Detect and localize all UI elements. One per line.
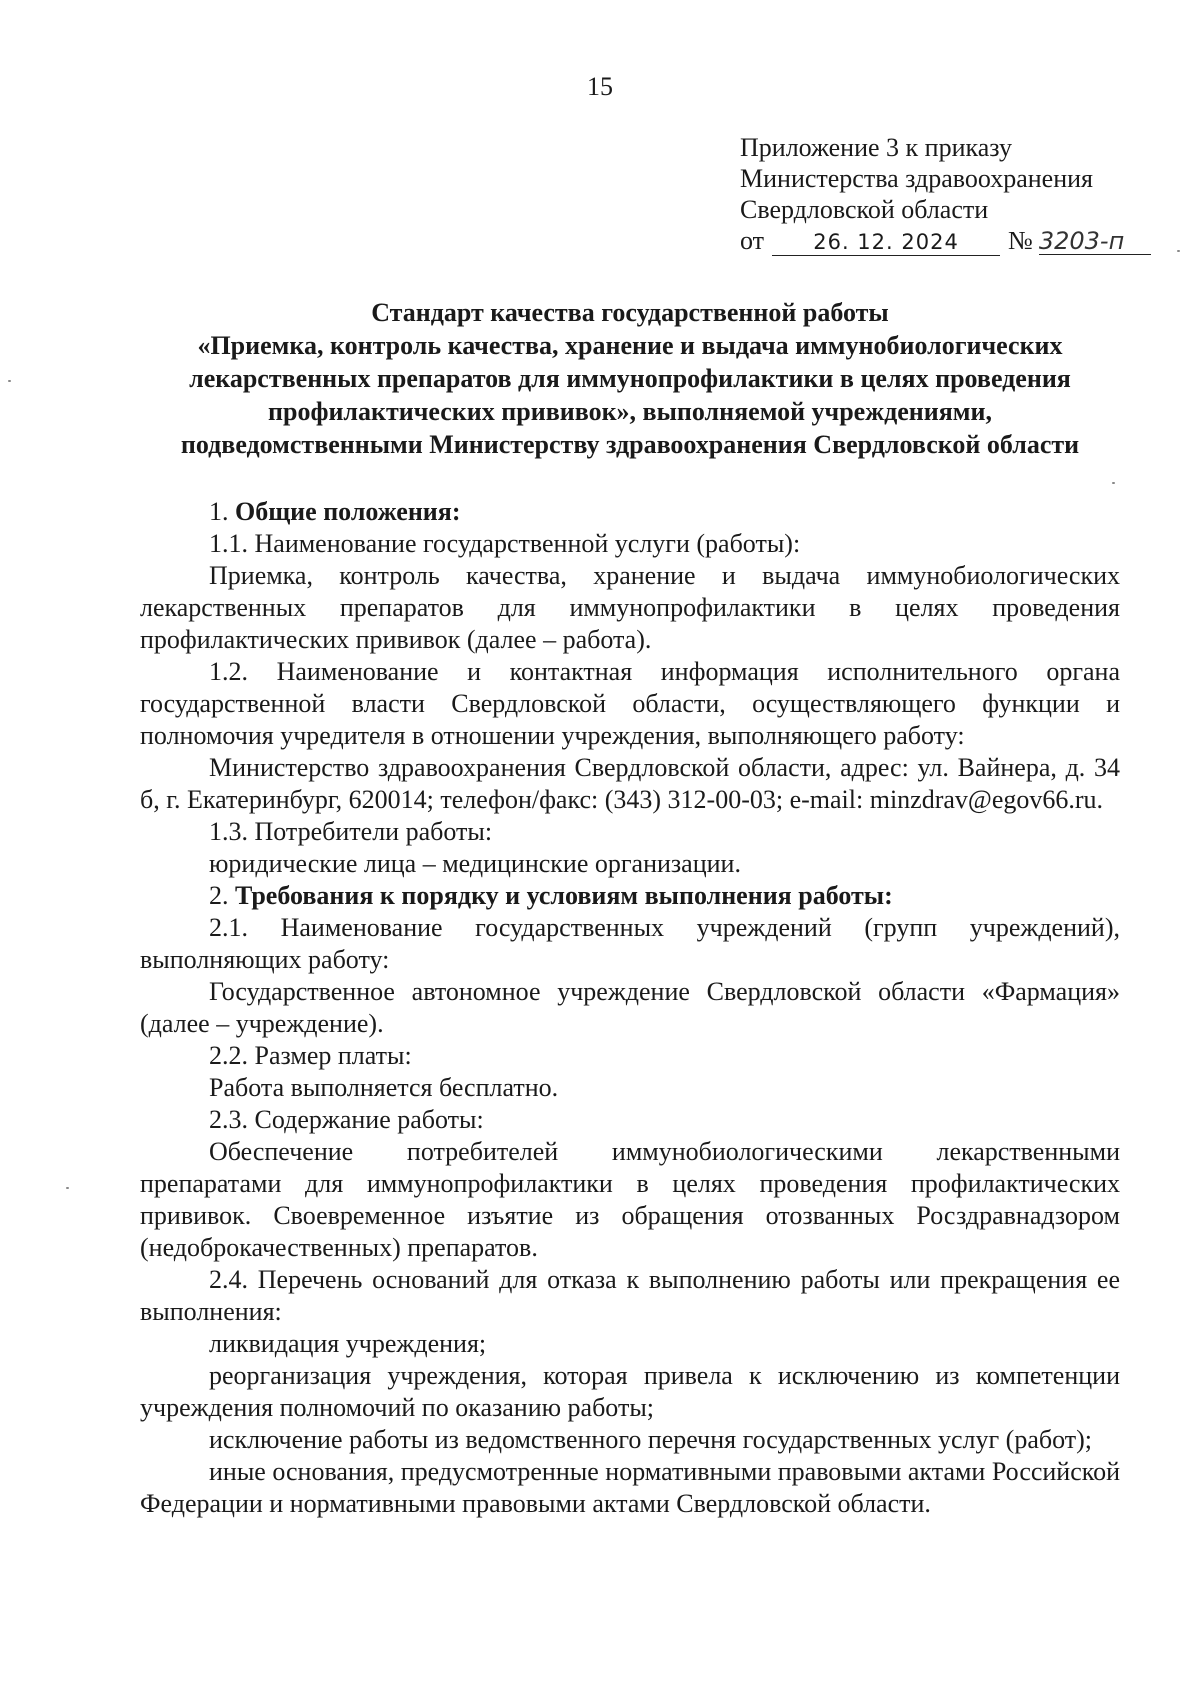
section-1-number: 1. <box>209 497 229 526</box>
section-2-number: 2. <box>209 881 229 910</box>
from-label: от <box>740 226 765 255</box>
section-2-heading <box>140 880 1120 912</box>
title-line-2: «Приемка, контроль качества, хранение и выдача иммунобиологических <box>197 331 1063 360</box>
number-label: № <box>1008 226 1033 255</box>
paragraph-2-4: 2.4. Перечень оснований для отказа к выполнению работы или прекращения ее выполнения: <box>140 1265 1120 1326</box>
title-line-5: подведомственными Министерству здравоохранения Свердловской области <box>180 430 1080 459</box>
scan-speck <box>1177 250 1180 252</box>
appendix-block <box>740 132 1151 256</box>
paragraph-2-2: 2.2. Размер платы: <box>209 1041 412 1070</box>
title-line-4: профилактических прививок», выполняемой учреждениями, <box>268 397 992 426</box>
document-body <box>140 496 1120 1520</box>
section-1-heading <box>140 496 1120 528</box>
paragraph-1-2-text: Министерство здравоохранения Свердловской области, адрес: ул. Вайнера, д. 34 б, г. Екатеринбург, 620014; телефон/факс: (343) 312-00-03; e-mail: minzdrav@egov66.ru. <box>140 753 1120 814</box>
paragraph-2-2-text: Работа выполняется бесплатно. <box>209 1073 559 1102</box>
appendix-line-1: Приложение 3 к приказу <box>740 133 1013 162</box>
appendix-line-2: Министерства здравоохранения <box>740 164 1093 193</box>
paragraph-1-2: 1.2. Наименование и контактная информация исполнительного органа государственной власти Свердловской области, осуществляющего функции и полномочия учредителя в отношении учреждения, выполняющего работу: <box>140 657 1120 750</box>
appendix-line-3: Свердловской области <box>740 195 989 224</box>
paragraph-1-1-text: Приемка, контроль качества, хранение и выдача иммунобиологических лекарственных препаратов для иммунопрофилактики в целях проведения профилактических прививок (далее – работа). <box>140 561 1120 654</box>
title-line-1: Стандарт качества государственной работы <box>371 298 889 327</box>
section-2-title: Требования к порядку и условиям выполнения работы: <box>235 881 893 910</box>
paragraph-1-3-text: юридические лица – медицинские организации. <box>209 849 741 878</box>
paragraph-2-3-text: Обеспечение потребителей иммунобиологическими лекарственными препаратами для иммунопрофилактики в целях проведения профилактических прививок. Своевременное изъятие из обращения отозванных Росздравнадзором (недоброкачественных) препаратов. <box>140 1137 1120 1262</box>
order-number-handwritten: 3203-п <box>1039 228 1151 255</box>
title-line-3: лекарственных препаратов для иммунопрофилактики в целях проведения <box>189 364 1071 393</box>
page-number: 15 <box>587 72 613 101</box>
paragraph-2-1: 2.1. Наименование государственных учреждений (групп учреждений), выполняющих работу: <box>140 913 1120 974</box>
section-1-title: Общие положения: <box>235 497 461 526</box>
paragraph-2-3: 2.3. Содержание работы: <box>209 1105 484 1134</box>
paragraph-2-4-item-b: реорганизация учреждения, которая привела к исключению из компетенции учреждения полномочий по оказанию работы; <box>140 1361 1120 1422</box>
scan-speck <box>8 380 11 382</box>
scan-speck <box>1112 482 1115 484</box>
paragraph-1-1: 1.1. Наименование государственной услуги (работы): <box>209 529 801 558</box>
document-title <box>140 296 1120 461</box>
paragraph-2-4-item-a: ликвидация учреждения; <box>209 1329 487 1358</box>
paragraph-2-1-text: Государственное автономное учреждение Свердловской области «Фармация» (далее – учреждение). <box>140 977 1120 1038</box>
paragraph-2-4-item-d: иные основания, предусмотренные нормативными правовыми актами Российской Федерации и нормативными правовыми актами Свердловской области. <box>140 1457 1120 1518</box>
scan-speck <box>66 1187 69 1189</box>
paragraph-1-3: 1.3. Потребители работы: <box>209 817 493 846</box>
order-date-number-line <box>740 225 1151 256</box>
paragraph-2-4-item-c: исключение работы из ведомственного перечня государственных услуг (работ); <box>209 1425 1092 1454</box>
order-date-handwritten: 26. 12. 2024 <box>772 229 1000 256</box>
